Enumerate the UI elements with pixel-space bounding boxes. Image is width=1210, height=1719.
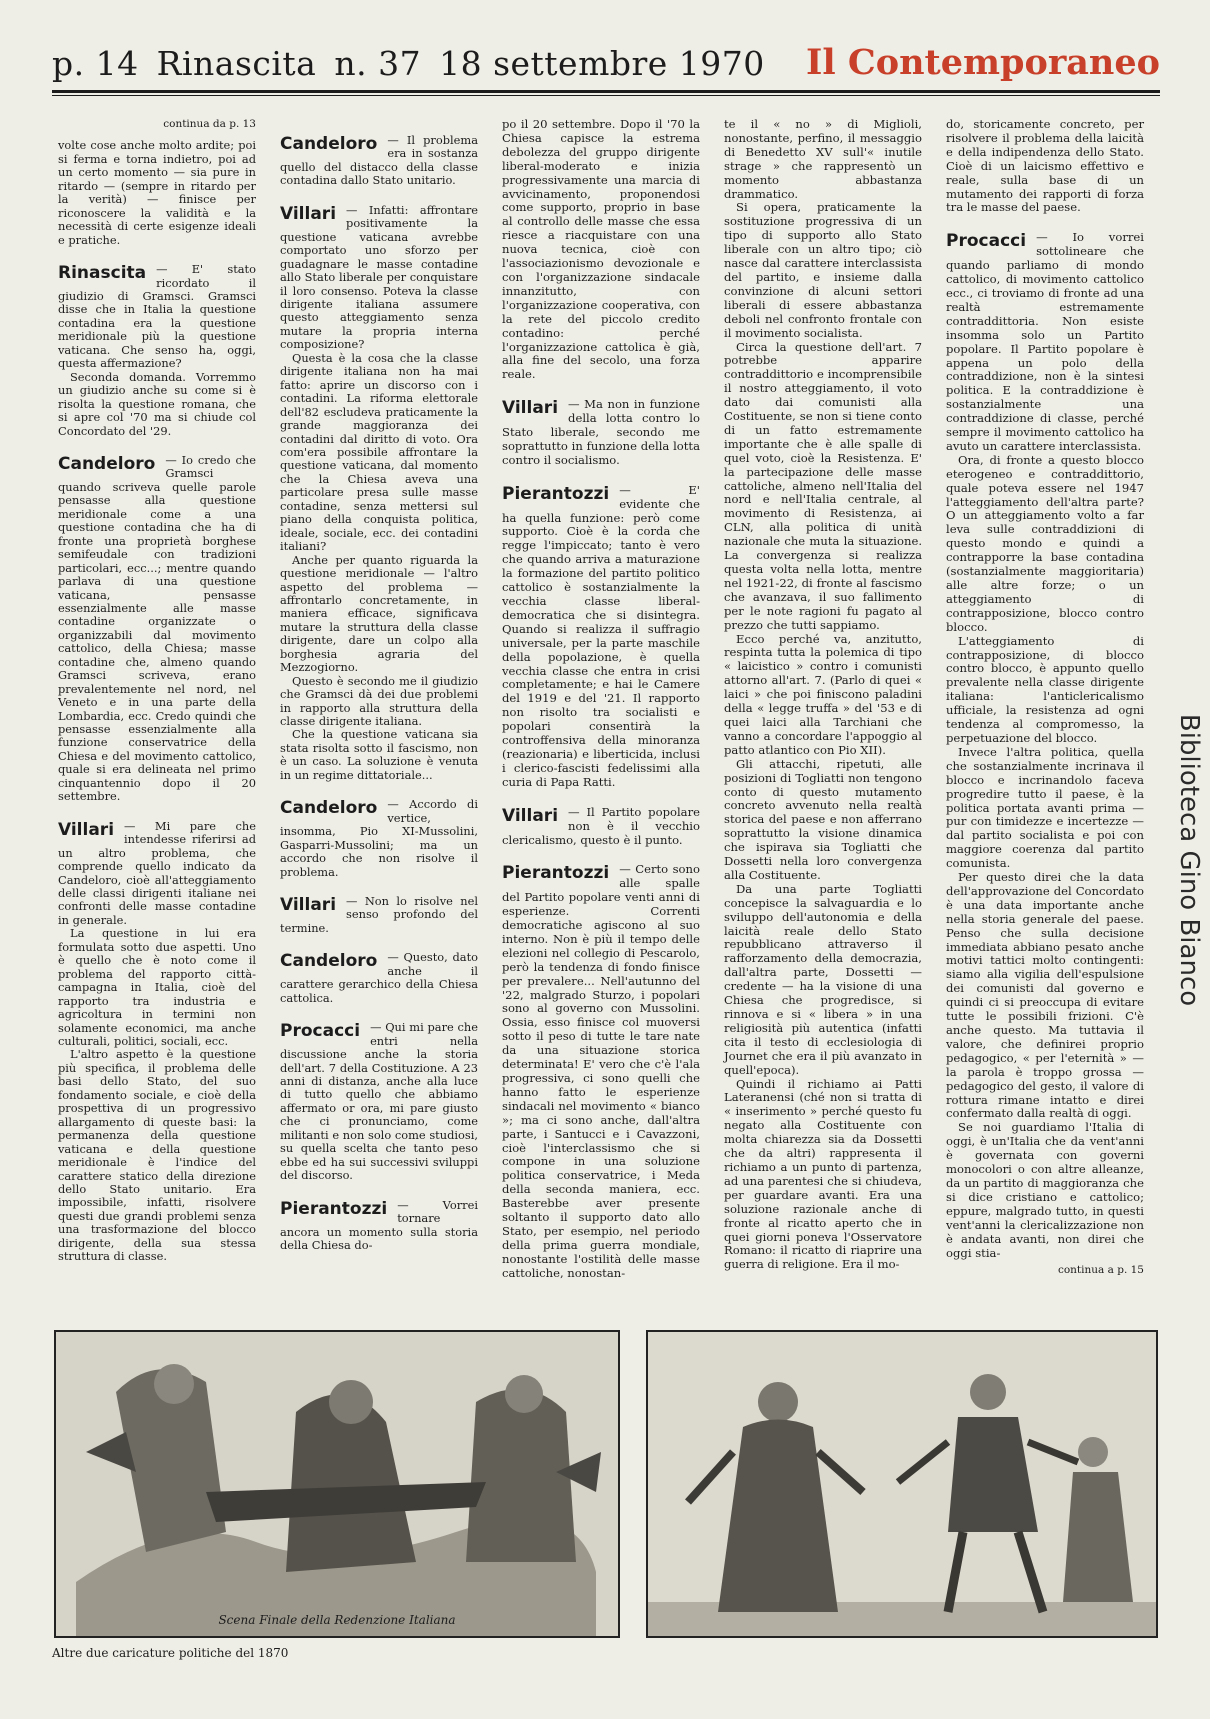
paragraph: Questa è la cosa che la classe dirigente italiana non ha mai fatto: aprire un discorso con i contadini. La riforma elettorale dell'82 escludeva praticamente la grande maggioranza dei contadini dal diritto di voto. Ora com'era possibile affrontare la questione vaticana, dal momento che la Chiesa aveva una particolare presa sulle masse contadine, senza mettersi sul piano della conquista politica, ideale, sociale, ecc. dei contadini italiani? — [280, 350, 478, 554]
paragraph: — Mi pare che intendesse riferirsi ad un altro problema, che comprende quello indicato da Candeloro, cioè all'atteggiamento delle classi dirigenti italiane nei confronti delle masse contadine in generale. — [58, 819, 256, 927]
speaker-name: Procacci — [280, 1021, 361, 1042]
dialogue-turn — [502, 398, 700, 468]
column-intro: do, storicamente concreto, per risolvere il problema della laicità e della indipendenza dello Stato. Cioè di un laicismo effettivo e reale, sulla base di un mutamento dei rapporti di forza tra le masse del paese. — [946, 117, 1144, 215]
speaker-name: Rinascita — [58, 263, 147, 284]
paragraph: — Accordo di vertice, insomma, Pio XI-Mussolini, Gasparri-Mussolini; ma un accordo che non risolve il problema. — [280, 798, 478, 879]
continued-to: continua a p. 15 — [1057, 1264, 1144, 1277]
paragraph: Da una parte Togliatti concepisce la salvaguardia e lo sviluppo dell'autonomia e della laicità reale dello Stato repubblicano attraverso il rafforzamento della democrazia, dall'altra parte, Dossetti — credente — ha la visione di una Chiesa che progredisce, si rinnova e si « libera » in una religiosità più autentica (infatti cita il testo di ecclesiologia di Journet che era il più avanzato in quell'epoca). — [724, 881, 922, 1077]
text-column-4 — [724, 118, 922, 1272]
issue-number: n. 37 — [334, 44, 422, 83]
speaker-name: Villari — [502, 398, 559, 419]
paragraph: — Infatti: affrontare positivamente la questione vaticana avrebbe comportato uno sforzo per guadagnare le masse contadine allo Stato liberale per conquistare il loro consenso. Poteva la classe dirigente italiana assumere questo atteggiamento senza mutare la propria interna composizione? — [280, 203, 478, 352]
section-title: Il Contemporaneo — [806, 42, 1160, 83]
image-caption: Altre due caricature politiche del 1870 — [52, 1646, 289, 1660]
text-column-5 — [946, 118, 1144, 1278]
speaker-name: Candeloro — [58, 453, 156, 474]
paragraph: Anche per quanto riguarda la questione meridionale — l'altro aspetto del problema — affrontarlo concretamente, in maniera efficace, significava mutare la struttura della classe dirigente, dare un colpo alla borghesia agraria del Mezzogiorno. — [280, 552, 478, 675]
column-intro: volte cose anche molto ardite; poi si ferma e torna indietro, poi ad un certo momento — sia pure in ritardo — (sempre in ritardo per la verità) — finisce per riconoscere la validità e la necessità di certe esigenze ideali e pratiche. — [58, 138, 256, 247]
header-rule — [52, 90, 1160, 93]
paragraph: — Ma non in funzione della lotta contro lo Stato liberale, secondo me soprattutto in funzione della lotta contro il socialismo. — [502, 398, 700, 467]
dialogue-turn — [502, 863, 700, 1280]
paragraph: — Il problema era in sostanza quello del distacco della classe contadina dallo Stato unitario. — [280, 134, 478, 188]
caricature-left-drawing — [56, 1332, 618, 1636]
speaker-name: Pierantozzi — [502, 863, 610, 884]
paragraph: Questo è secondo me il giudizio che Gramsci dà dei due problemi in rapporto alla struttura della classe dirigente italiana. — [280, 673, 478, 729]
dialogue-turn — [280, 951, 478, 1005]
paragraph: — Io vorrei sottolineare che quando parliamo di mondo cattolico, di movimento cattolico ecc., ci troviamo di fronte ad una realtà estremamente contraddittoria. Non esiste insomma solo un Partito popolare. Il Partito popolare è appena un polo della contraddizione, non è la sintesi politica. E la contraddizione è sostanzialmente una contraddizione di classe, perché sempre il movimento cattolico ha avuto un carattere interclassista. — [946, 231, 1144, 453]
dialogue-turn — [280, 1199, 478, 1253]
paragraph: — E' stato ricordato il giudizio di Gramsci. Gramsci disse che in Italia la questione contadina era la questione meridionale più la questione vaticana. Che senso ha, oggi, questa affermazione? — [58, 263, 256, 371]
dialogue-turn — [502, 484, 700, 790]
paragraph: — Io credo che Gramsci quando scriveva quelle parole pensasse alla questione meridionale come a una questione contadina che ha di fronte una proprietà borghese semifeudale con tradizioni particolari, ecc...; mentre quando parlava di una questione vaticana, pensasse essenzialmente alle masse contadine organizzate o organizzabili dal movimento cattolico, della Chiesa; masse contadine che, almeno quando Gramsci scriveva, erano prevalentemente nel nord, nel Veneto e in una parte della Lombardia, ecc. Credo quindi che pensasse essenzialmente alla funzione conservatrice della Chiesa e del movimento cattolico, quale si era delineata nel primo cinquantennio dopo il 20 settembre. — [58, 453, 256, 804]
paragraph: Quindi il richiamo ai Patti Lateranensi (ché non si tratta di « inserimento » perché questo fu negato alla Costituente con molta chiarezza sia da Dossetti che da altri) rappresenta il richiamo a un punto di partenza, ad una parentesi che si chiudeva, per guardare avanti. Era una soluzione razionale anche di fronte al ricatto aperto che in quei giorni poneva l'Osservatore Romano: il ricatto di riaprire una guerra di religione. Era il mo- — [724, 1076, 922, 1272]
paragraph: Invece l'altra politica, quella che sostanzialmente incrinava il blocco e incrinandolo faceva progredire tutto il paese, è la politica portata avanti prima — pur con timidezze e incertezze — dal partito socialista e poi con maggiore coerenza dal partito comunista. — [946, 744, 1144, 871]
dialogue-turn — [280, 134, 478, 188]
speaker-name: Candeloro — [280, 798, 378, 819]
dialogue-turn — [724, 201, 922, 1272]
dialogue-turn — [280, 798, 478, 879]
dialogue-turn — [280, 204, 478, 782]
dialogue-turn — [280, 1021, 478, 1182]
paragraph: Per questo direi che la data dell'approvazione del Concordato è una data importante anche nella storia generale del paese. Penso che sulla decisione immediata abbiano pesato anche motivi tattici molto contingenti: siamo alla vigilia dell'espulsione dei comunisti dal governo e quindi ci si preoccupa di evitare tutte le possibili frizioni. C'è anche questo. Ma tuttavia il valore, che definirei proprio pedagogico, « per l'eternità » — la parola è troppo grossa — pedagogico del gesto, il valore di rottura rimane intatto e direi confermato dalla realtà di oggi. — [946, 870, 1144, 1121]
magazine-name: Rinascita — [156, 44, 317, 83]
text-column-2 — [280, 118, 478, 1252]
continued-from: continua da p. 13 — [163, 118, 256, 130]
issue-date: 18 settembre 1970 — [439, 44, 765, 83]
dialogue-turn — [58, 454, 256, 804]
speaker-name: Villari — [280, 895, 337, 916]
column-intro: po il 20 settembre. Dopo il '70 la Chiesa capisce la estrema debolezza del gruppo dirigente liberal-moderato e inizia progressivamente una marcia di avvicinamento, proponendosi come supporto, proprio in base al controllo delle masse che essa riesce a riacquistare con una nuova tecnica, cioè con l'associazionismo devozionale e con l'organizzazione sindacale innanzitutto, con l'organizzazione cooperativa, con la rete del piccolo credito contadino: perché l'organizzazione cattolica è già, alla fine del secolo, una forza reale. — [502, 117, 700, 382]
paragraph: — Qui mi pare che entri nella discussione anche la storia dell'art. 7 della Costituzione. A 23 anni di distanza, anche alla luce di tutto quello che abbiamo affermato or ora, mi pare giusto che ci pronunciamo, come militanti e non solo come studiosi, su quella scelta che tanto peso ebbe ed ha sui successivi sviluppi del discorso. — [280, 1021, 478, 1183]
library-watermark — [1174, 700, 1204, 1020]
dialogue-turn — [58, 820, 256, 1264]
watermark-text: Biblioteca Gino Bianco — [1174, 713, 1204, 1007]
paragraph: Che la questione vaticana sia stata risolta sotto il fascismo, non è un caso. La soluzione è venuta in un regime dittatoriale... — [280, 727, 478, 782]
paragraph: Circa la questione dell'art. 7 potrebbe apparire contraddittorio e incomprensibile il nostro atteggiamento, il voto dato dai comunisti alla Costituente, se non si tiene conto di un fatto estremamente importante che è alle spalle di quel voto, cioè la Resistenza. E' la partecipazione delle masse cattoliche, almeno nell'Italia del nord e nell'Italia centrale, al movimento di Resistenza, ai CLN, alla politica di unità nazionale che muta la situazione. La convergenza si realizza questa volta nella lotta, mentre nel 1921-22, di fronte al fascismo che avanzava, il suo fallimento per le note ragioni fu pagato al prezzo che tutti sappiamo. — [724, 339, 922, 632]
paragraph: Gli attacchi, ripetuti, alle posizioni di Togliatti non tengono conto di questo mutamento concreto avvenuto nella realtà storica del paese e non afferrano soprattutto la visione dinamica che ispirava sia Togliatti che Dossetti nella loro convergenza alla Costituente. — [724, 756, 922, 882]
paragraph: Ora, di fronte a questo blocco eterogeneo e contraddittorio, quale poteva essere nel 1947 l'atteggiamento dell'altra parte? O un atteggiamento volto a far leva sulle contraddizioni di questo mondo e quindi a contrapporre la base contadina (sostanzialmente maggioritaria) alle altre forze; o un atteggiamento di contrapposizione, blocco contro blocco. — [946, 452, 1144, 634]
paragraph: Si opera, praticamente la sostituzione progressiva di un tipo di supporto allo Stato liberale con un altro tipo; ciò nasce dal carattere interclassista del partito, e insieme dalla convinzione di alcuni settori liberali di essere abbastanza deboli nel confronto frontale con il movimento socialista. — [724, 200, 922, 340]
text-column-1 — [58, 118, 256, 1264]
paragraph: L'atteggiamento di contrapposizione, di blocco contro blocco, è appunto quello prevalente nella classe dirigente italiana: l'anticlericalismo ufficiale, la resistenza ad ogni tendenza al compromesso, la perpetuazione del blocco. — [946, 633, 1144, 745]
paragraph: — Non lo risolve nel senso profondo del termine. — [280, 895, 478, 935]
caricature-right-drawing — [648, 1332, 1156, 1636]
dialogue-turn — [946, 231, 1144, 1260]
dialogue-turn — [58, 263, 256, 438]
page-header — [52, 40, 1160, 88]
paragraph: — Certo sono alle spalle del Partito popolare venti anni di esperienze. Correnti democratiche agiscono al suo interno. Non è più il tempo delle elezioni nel collegio di Pescarolo, però la tendenza di fondo finisce per prevalere... Nell'autunno del '22, malgrado Sturzo, i popolari sono al governo con Mussolini. Ossia, esso finisce col muoversi sotto il peso di tutte le tare nate da una situazione storica determinata! E' vero che c'è l'ala progressiva, ci sono quelli che hanno fatto le esperienze sindacali nel movimento « bianco »; ma ci sono anche, dall'altra parte, i Santucci e i Cavazzoni, cioè l'interclassismo che si compone in una soluzione politica conservatrice, i Meda della seconda maniera, ecc. Basterebbe aver presente soltanto il supporto dato allo Stato, per esempio, nel periodo della prima guerra mondiale, nonostante l'ostilità delle masse cattoliche, nonostan- — [502, 863, 700, 1280]
column-intro: te il « no » di Miglioli, nonostante, perfino, il messaggio di Benedetto XV sull'« inutile strage » che rappresentò un momento abbastanza drammatico. — [724, 117, 922, 201]
dialogue-turn — [502, 806, 700, 848]
speaker-name: Candeloro — [280, 951, 378, 972]
paragraph: Se noi guardiamo l'Italia di oggi, è un'Italia che da vent'anni è governata con governi monocolori o con altre alleanze, da un partito di maggioranza che si dice cristiano e cattolico; eppure, malgrado tutto, in questi vent'anni la clericalizzazione non è andata avanti, non direi che oggi stia- — [946, 1120, 1144, 1260]
speaker-name: Villari — [58, 819, 115, 840]
dialogue-turn — [280, 895, 478, 935]
paragraph: — E' evidente che ha quella funzione: però come supporto. Cioè è la corda che regge l'impiccato; tanto è vero che quando arriva a maturazione la formazione del partito politico cattolico è sostanzialmente la vecchia classe liberal-democratica che si disintegra. Quando si realizza il suffragio universale, per la parte maschile della popolazione, è quella vecchia classe che entra in crisi completamente; e hai le Camere del 1919 e del '21. Il rapporto non risolto tra socialisti e popolari consentirà la controffensiva della minoranza (reazionaria) e liberticida, inclusi i clerico-fascisti fedelissimi alla curia di Papa Ratti. — [502, 483, 700, 789]
page-number: p. 14 — [52, 44, 139, 83]
paragraph: — Questo, dato anche il carattere gerarchico della Chiesa cattolica. — [280, 951, 478, 1005]
paragraph: — Il Partito popolare non è il vecchio clericalismo, questo è il punto. — [502, 805, 700, 847]
paragraph: Seconda domanda. Vorremmo un giudizio anche su come si è risolta la questione romana, che si apre col '70 ma si chiude col Concordato del '29. — [58, 369, 256, 438]
header-rule-thin — [52, 95, 1160, 96]
paragraph: Ecco perché va, anzitutto, respinta tutta la polemica di tipo « laicistico » contro i comunisti attorno all'art. 7. (Parlo di quei « laici » che poi finiscono paladini della « legge truffa » del '53 e di quei laici alla Tarchiani che vanno a concordare l'appoggio al patto atlantico con Pio XII). — [724, 631, 922, 757]
speaker-name: Procacci — [946, 231, 1027, 252]
paragraph: — Vorrei tornare ancora un momento sulla storia della Chiesa do- — [280, 1198, 478, 1252]
header-left — [52, 44, 783, 83]
text-column-3 — [502, 118, 700, 1281]
speaker-name: Villari — [502, 805, 559, 826]
paragraph: La questione in lui era formulata sotto due aspetti. Uno è quello che è noto come il problema del rapporto città-campagna in Italia, cioè del rapporto tra industria e agricoltura in termini non solamente economici, ma anche culturali, politici, sociali, ecc. — [58, 926, 256, 1048]
speaker-name: Candeloro — [280, 134, 378, 154]
speaker-name: Villari — [280, 203, 337, 224]
paragraph: L'altro aspetto è la questione più specifica, il problema delle basi dello Stato, del suo fondamento sociale, e cioè della prospettiva di un progressivo allargamento di queste basi: la permanenza della questione vaticana e della questione meridionale è l'indice del carattere statico della direzione dello Stato unitario. Era impossibile, infatti, risolvere questi due grandi problemi senza una trasformazione del blocco dirigente, della sua stessa struttura di classe. — [58, 1047, 256, 1264]
caricature-left — [54, 1330, 620, 1638]
speaker-name: Pierantozzi — [280, 1198, 388, 1219]
left-caricature-inscription: Scena Finale della Redenzione Italiana — [218, 1613, 456, 1627]
caricature-right — [646, 1330, 1158, 1638]
speaker-name: Pierantozzi — [502, 483, 610, 504]
